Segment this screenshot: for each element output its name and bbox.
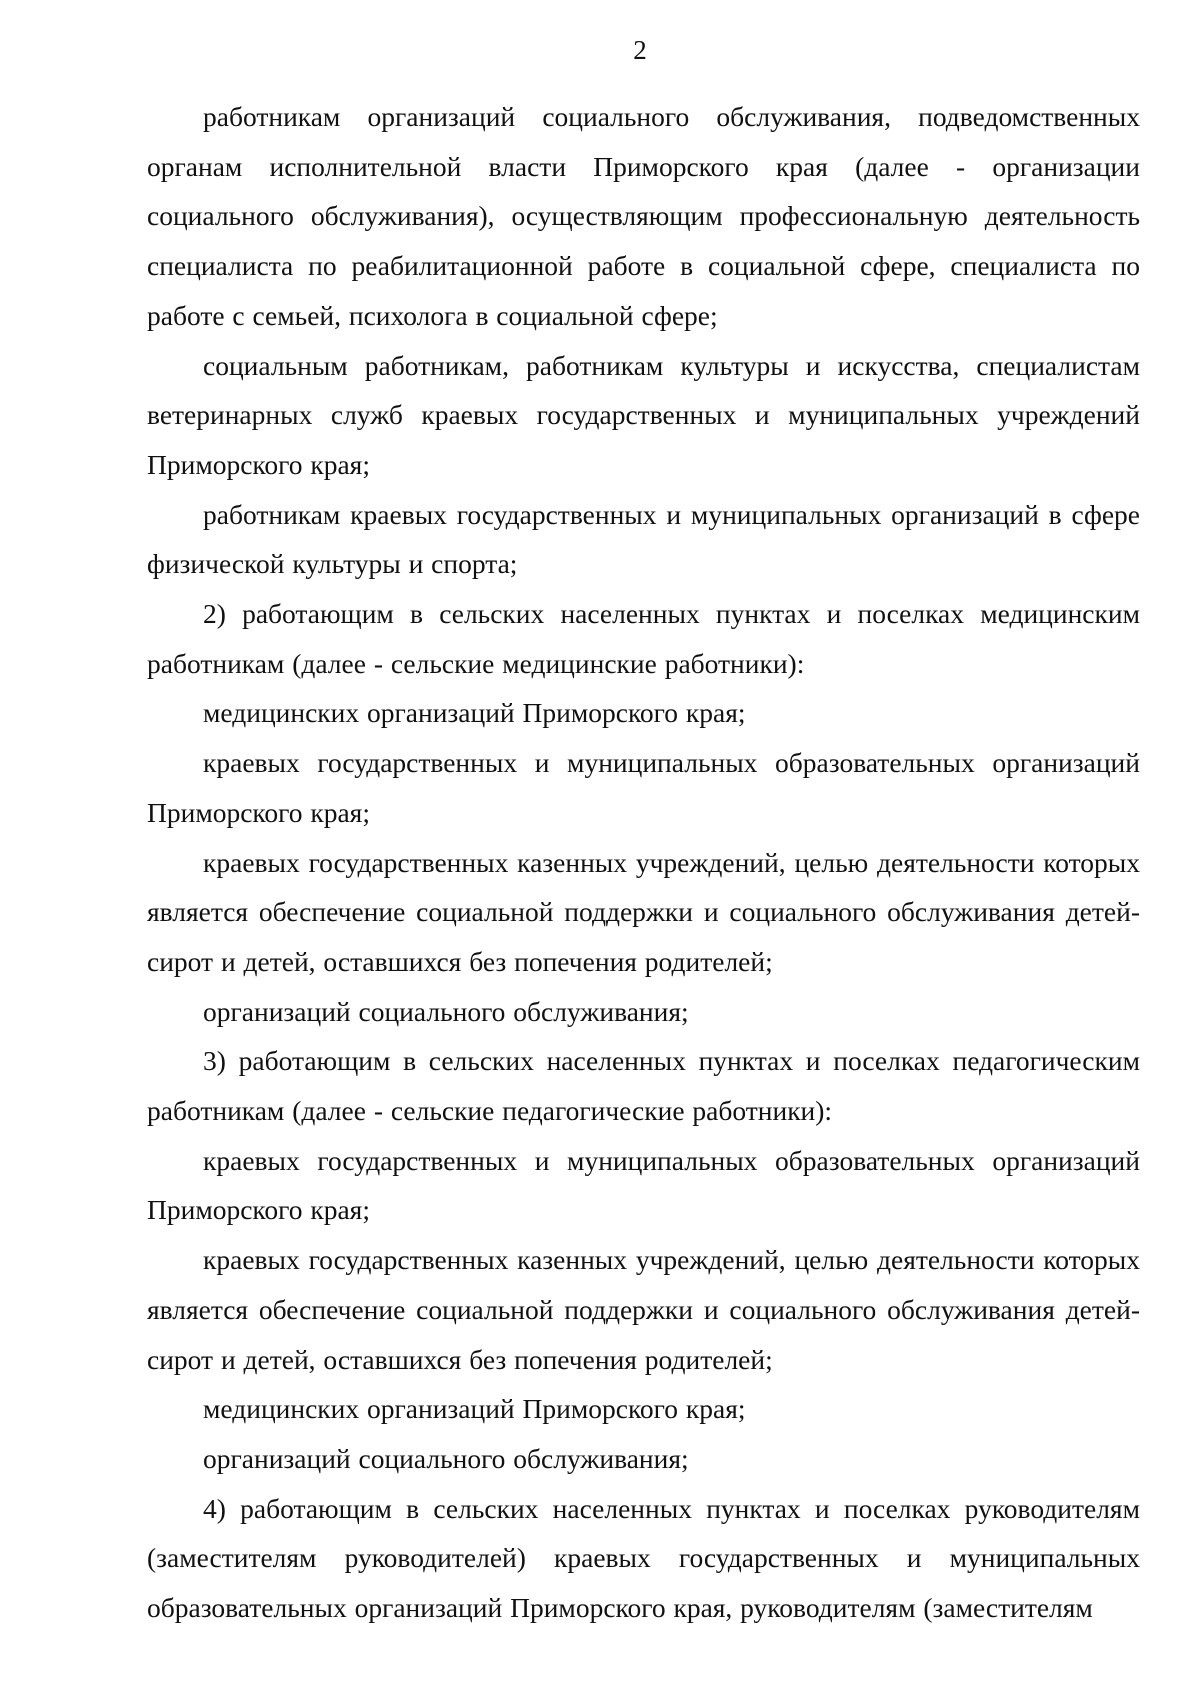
paragraph: социальным работникам, работникам культуры и искусства, специалистам ветеринарных служб краевых государственных и муниципальных учреждений Приморского края; xyxy=(147,349,1140,480)
paragraph: работникам краевых государственных и муниципальных организаций в сфере физической культуры и спорта; xyxy=(147,498,1140,580)
paragraph: работникам организаций социального обслуживания, подведомственных органам исполнительной власти Приморского края (далее - организации социального обслуживания), осуществляющим профессиональную деятельность специалиста по реабилитационной работе в социальной сфере, специалиста по работе с семьей, психолога в социальной сфере; xyxy=(147,101,1140,331)
paragraph: организаций социального обслуживания; xyxy=(203,995,689,1027)
paragraph: 2) работающим в сельских населенных пунктах и поселках медицинским работникам (далее - сельские медицинские работники): xyxy=(147,598,1140,679)
paragraph: 3) работающим в сельских населенных пунктах и поселках педагогическим работникам (далее - сельские педагогические работники): xyxy=(147,1045,1140,1127)
paragraph: краевых государственных и муниципальных образовательных организаций Приморского края; xyxy=(147,747,1140,828)
paragraph: медицинских организаций Приморского края; xyxy=(203,697,746,729)
paragraph: организаций социального обслуживания; xyxy=(203,1442,689,1474)
paragraph: краевых государственных казенных учреждений, целью деятельности которых является обеспечение социальной поддержки и социального обслуживания детей-сирот и детей, оставшихся без попечения родителей; xyxy=(147,1244,1140,1375)
paragraph: краевых государственных казенных учреждений, целью деятельности которых является обеспечение социальной поддержки и социального обслуживания детей-сирот и детей, оставшихся без попечения родителей; xyxy=(147,846,1140,977)
paragraph: медицинских организаций Приморского края; xyxy=(203,1393,746,1425)
page-number: 2 xyxy=(633,35,647,65)
document-body xyxy=(147,92,1140,1633)
paragraph: 4) работающим в сельских населенных пунктах и поселках руководителям (заместителям руководителей) краевых государственных и муниципальных образовательных организаций Приморского края, руководителям (заместителям xyxy=(147,1492,1140,1624)
paragraph: краевых государственных и муниципальных образовательных организаций Приморского края; xyxy=(147,1144,1140,1226)
